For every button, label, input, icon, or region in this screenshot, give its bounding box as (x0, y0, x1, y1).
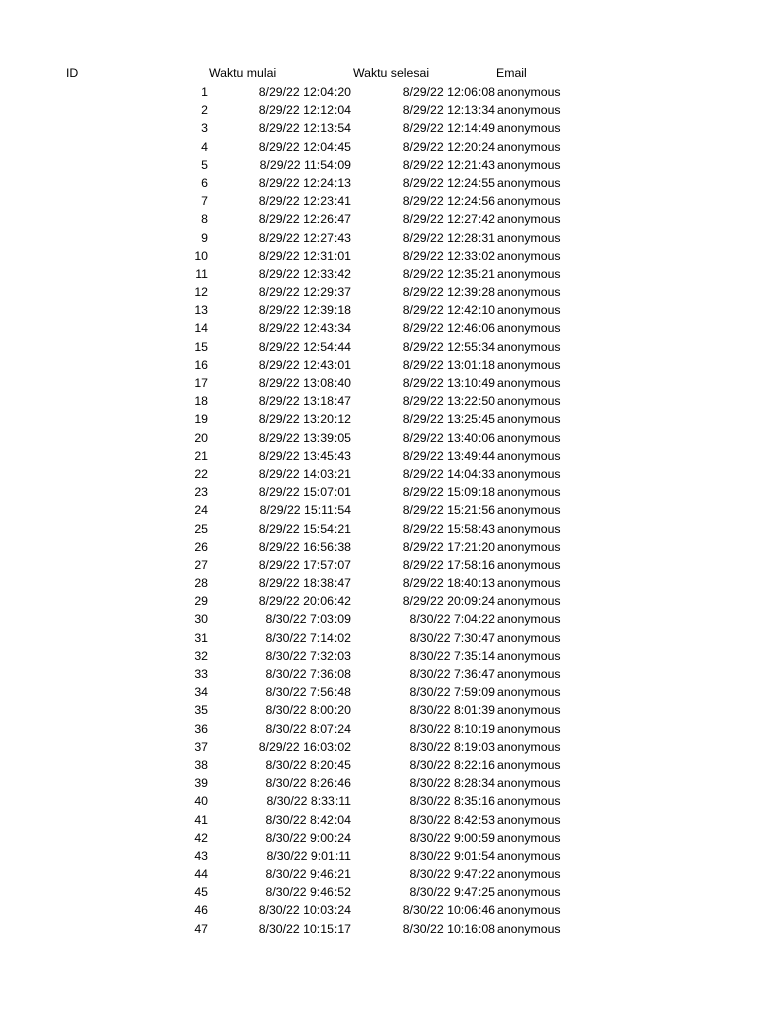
cell-start-time: 8/29/22 13:45:43 (258, 448, 351, 463)
header-row (0, 64, 768, 83)
cell-email: anonymous (497, 739, 561, 754)
table-row (0, 156, 768, 174)
cell-id: 8 (201, 212, 208, 227)
cell-end-time: 8/29/22 13:01:18 (402, 357, 495, 372)
table-row (0, 592, 768, 610)
cell-end-time: 8/29/22 13:40:06 (402, 430, 495, 445)
cell-id: 46 (194, 903, 208, 918)
table-row (0, 429, 768, 447)
cell-end-time: 8/29/22 13:25:45 (402, 412, 495, 427)
cell-email: anonymous (497, 321, 561, 336)
cell-email: anonymous (497, 248, 561, 263)
cell-start-time: 8/30/22 8:33:11 (266, 794, 351, 809)
cell-start-time: 8/29/22 12:39:18 (258, 303, 351, 318)
cell-end-time: 8/30/22 8:01:39 (409, 703, 495, 718)
table-row (0, 756, 768, 774)
cell-start-time: 8/29/22 13:39:05 (258, 430, 351, 445)
cell-start-time: 8/30/22 8:00:20 (265, 703, 351, 718)
cell-start-time: 8/30/22 10:03:24 (258, 903, 351, 918)
cell-id: 41 (194, 812, 208, 827)
cell-end-time: 8/29/22 13:10:49 (402, 376, 495, 390)
cell-id: 6 (201, 175, 208, 190)
cell-id: 13 (194, 303, 208, 318)
cell-start-time: 8/29/22 12:13:54 (258, 121, 351, 136)
cell-start-time: 8/29/22 12:27:43 (258, 230, 351, 245)
cell-id: 29 (194, 594, 208, 609)
cell-start-time: 8/30/22 8:20:45 (265, 757, 351, 772)
cell-start-time: 8/29/22 17:57:07 (258, 557, 351, 572)
cell-email: anonymous (497, 594, 561, 609)
cell-start-time: 8/30/22 7:32:03 (265, 648, 351, 663)
cell-start-time: 8/29/22 12:04:45 (258, 139, 351, 154)
cell-end-time: 8/30/22 7:59:09 (409, 685, 495, 700)
cell-start-time: 8/30/22 8:42:04 (265, 812, 351, 827)
cell-email: anonymous (497, 430, 561, 445)
cell-email: anonymous (497, 776, 561, 791)
table-row (0, 301, 768, 319)
cell-end-time: 8/29/22 12:24:56 (402, 194, 495, 209)
cell-id: 27 (194, 557, 208, 572)
table-row (0, 319, 768, 337)
table-row (0, 410, 768, 428)
cell-end-time: 8/29/22 13:22:50 (402, 394, 495, 409)
cell-email: anonymous (497, 721, 561, 736)
cell-email: anonymous (497, 85, 561, 99)
cell-id: 2 (201, 103, 208, 118)
cell-end-time: 8/29/22 12:27:42 (402, 212, 495, 227)
cell-start-time: 8/29/22 12:31:01 (258, 248, 351, 263)
cell-start-time: 8/29/22 18:38:47 (258, 576, 351, 591)
cell-email: anonymous (497, 266, 561, 281)
cell-email: anonymous (497, 157, 561, 172)
cell-id: 35 (194, 703, 208, 718)
cell-end-time: 8/29/22 12:55:34 (402, 339, 495, 354)
cell-id: 9 (201, 230, 208, 245)
cell-start-time: 8/30/22 9:46:21 (265, 867, 351, 882)
cell-email: anonymous (497, 867, 561, 882)
cell-id: 25 (194, 521, 208, 536)
cell-start-time: 8/29/22 15:07:01 (258, 485, 351, 500)
table-row (0, 174, 768, 192)
cell-email: anonymous (497, 503, 561, 518)
cell-start-time: 8/30/22 9:00:24 (265, 830, 351, 845)
cell-end-time: 8/29/22 12:35:21 (402, 266, 495, 281)
cell-start-time: 8/29/22 12:54:44 (258, 339, 351, 354)
cell-end-time: 8/30/22 10:06:46 (402, 903, 495, 918)
cell-email: anonymous (497, 230, 561, 245)
cell-end-time: 8/29/22 12:28:31 (402, 230, 495, 245)
cell-id: 5 (201, 157, 208, 172)
cell-email: anonymous (497, 521, 561, 536)
cell-end-time: 8/30/22 10:16:08 (402, 921, 495, 936)
table-row (0, 229, 768, 247)
cell-end-time: 8/29/22 12:06:08 (402, 85, 495, 99)
cell-id: 37 (194, 739, 208, 754)
cell-email: anonymous (497, 339, 561, 354)
cell-id: 22 (194, 466, 208, 481)
cell-email: anonymous (497, 612, 561, 627)
cell-end-time: 8/29/22 12:20:24 (402, 139, 495, 154)
cell-end-time: 8/29/22 12:14:49 (402, 121, 495, 136)
table-row (0, 901, 768, 919)
table-row (0, 483, 768, 501)
cell-email: anonymous (497, 576, 561, 591)
cell-email: anonymous (497, 830, 561, 845)
table-row (0, 210, 768, 228)
cell-id: 47 (194, 921, 208, 936)
cell-email: anonymous (497, 885, 561, 900)
cell-id: 44 (194, 867, 208, 882)
cell-email: anonymous (497, 121, 561, 136)
table-row (0, 774, 768, 792)
table-row (0, 701, 768, 719)
cell-start-time: 8/29/22 13:08:40 (258, 376, 351, 390)
cell-start-time: 8/29/22 12:12:04 (258, 103, 351, 118)
cell-email: anonymous (497, 903, 561, 918)
cell-end-time: 8/30/22 9:01:54 (409, 848, 495, 863)
cell-email: anonymous (497, 557, 561, 572)
cell-end-time: 8/29/22 15:09:18 (402, 485, 495, 500)
header-end-time: Waktu selesai (353, 66, 430, 80)
cell-end-time: 8/29/22 12:46:06 (402, 321, 495, 336)
cell-end-time: 8/30/22 8:19:03 (409, 739, 495, 754)
table-row (0, 738, 768, 756)
table-row (0, 138, 768, 156)
cell-end-time: 8/30/22 8:42:53 (409, 812, 495, 827)
cell-id: 26 (194, 539, 208, 554)
table-row (0, 265, 768, 283)
table-row (0, 920, 768, 938)
cell-start-time: 8/29/22 20:06:42 (258, 594, 351, 609)
cell-id: 38 (194, 757, 208, 772)
cell-start-time: 8/29/22 12:23:41 (258, 194, 351, 209)
cell-id: 28 (194, 576, 208, 591)
table-row (0, 501, 768, 519)
cell-start-time: 8/29/22 12:33:42 (258, 266, 351, 281)
cell-end-time: 8/29/22 12:33:02 (402, 248, 495, 263)
cell-end-time: 8/30/22 9:00:59 (409, 830, 495, 845)
cell-start-time: 8/29/22 15:11:54 (259, 503, 351, 518)
cell-email: anonymous (497, 703, 561, 718)
cell-start-time: 8/30/22 7:56:48 (265, 685, 351, 700)
cell-start-time: 8/29/22 15:54:21 (258, 521, 351, 536)
cell-start-time: 8/29/22 12:26:47 (258, 212, 351, 227)
cell-email: anonymous (497, 303, 561, 318)
table-row (0, 119, 768, 137)
cell-email: anonymous (497, 412, 561, 427)
spreadsheet-table (0, 64, 768, 938)
cell-email: anonymous (497, 357, 561, 372)
table-row (0, 683, 768, 701)
cell-email: anonymous (497, 757, 561, 772)
cell-id: 11 (195, 266, 208, 281)
cell-email: anonymous (497, 685, 561, 700)
cell-start-time: 8/29/22 12:24:13 (258, 175, 351, 190)
cell-end-time: 8/29/22 14:04:33 (402, 466, 495, 481)
cell-id: 24 (194, 503, 208, 518)
cell-email: anonymous (497, 376, 561, 390)
cell-start-time: 8/29/22 14:03:21 (258, 466, 351, 481)
cell-id: 39 (194, 776, 208, 791)
cell-end-time: 8/30/22 8:35:16 (409, 794, 495, 809)
cell-end-time: 8/29/22 12:21:43 (402, 157, 495, 172)
table-row (0, 847, 768, 865)
cell-email: anonymous (497, 921, 561, 936)
table-row (0, 665, 768, 683)
cell-id: 31 (194, 630, 208, 645)
cell-email: anonymous (497, 630, 561, 645)
cell-end-time: 8/29/22 15:58:43 (402, 521, 495, 536)
cell-email: anonymous (497, 848, 561, 863)
cell-id: 45 (194, 885, 208, 900)
cell-start-time: 8/30/22 7:36:08 (265, 667, 351, 681)
cell-id: 40 (194, 794, 208, 809)
table-row (0, 629, 768, 647)
cell-id: 14 (194, 321, 208, 336)
cell-id: 19 (194, 412, 208, 427)
cell-start-time: 8/30/22 8:07:24 (265, 721, 351, 736)
cell-start-time: 8/29/22 12:43:01 (258, 357, 351, 372)
cell-id: 10 (194, 248, 208, 263)
cell-end-time: 8/29/22 17:58:16 (402, 557, 495, 572)
cell-id: 7 (201, 194, 208, 209)
cell-end-time: 8/30/22 8:22:16 (409, 757, 495, 772)
header-start-time: Waktu mulai (209, 66, 277, 80)
cell-email: anonymous (497, 448, 561, 463)
cell-id: 43 (194, 848, 208, 863)
table-row (0, 538, 768, 556)
cell-start-time: 8/29/22 13:18:47 (258, 394, 351, 409)
table-row (0, 447, 768, 465)
cell-start-time: 8/29/22 12:04:20 (258, 85, 351, 99)
cell-start-time: 8/30/22 8:26:46 (265, 776, 351, 791)
table-row (0, 647, 768, 665)
cell-start-time: 8/29/22 12:43:34 (258, 321, 351, 336)
cell-id: 33 (194, 667, 208, 681)
cell-start-time: 8/30/22 7:14:02 (265, 630, 351, 645)
table-row (0, 865, 768, 883)
cell-email: anonymous (497, 667, 561, 681)
table-body (0, 83, 768, 938)
cell-email: anonymous (497, 394, 561, 409)
table-row (0, 283, 768, 301)
table-row (0, 83, 768, 101)
cell-id: 30 (194, 612, 208, 627)
cell-id: 15 (194, 339, 208, 354)
cell-start-time: 8/29/22 16:56:38 (258, 539, 351, 554)
cell-end-time: 8/30/22 8:10:19 (409, 721, 495, 736)
table-row (0, 392, 768, 410)
table-row (0, 338, 768, 356)
table-row (0, 465, 768, 483)
cell-id: 3 (201, 121, 208, 136)
cell-end-time: 8/29/22 12:24:55 (402, 175, 495, 190)
cell-id: 20 (194, 430, 208, 445)
cell-id: 12 (194, 285, 208, 300)
cell-id: 1 (201, 85, 208, 99)
cell-end-time: 8/29/22 15:21:56 (402, 503, 495, 518)
cell-email: anonymous (497, 175, 561, 190)
cell-end-time: 8/29/22 20:09:24 (402, 594, 495, 609)
table-row (0, 520, 768, 538)
cell-id: 23 (194, 485, 208, 500)
cell-end-time: 8/29/22 18:40:13 (402, 576, 495, 591)
cell-email: anonymous (497, 139, 561, 154)
cell-email: anonymous (497, 212, 561, 227)
cell-end-time: 8/29/22 12:39:28 (402, 285, 495, 300)
table-row (0, 792, 768, 810)
cell-email: anonymous (497, 648, 561, 663)
table-row (0, 829, 768, 847)
cell-id: 32 (194, 648, 208, 663)
cell-id: 42 (194, 830, 208, 845)
table-row (0, 247, 768, 265)
cell-end-time: 8/29/22 13:49:44 (402, 448, 495, 463)
table-row (0, 720, 768, 738)
table-row (0, 574, 768, 592)
cell-end-time: 8/29/22 12:13:34 (402, 103, 495, 118)
cell-email: anonymous (497, 466, 561, 481)
cell-id: 16 (194, 357, 208, 372)
cell-id: 21 (194, 448, 208, 463)
cell-email: anonymous (497, 285, 561, 300)
cell-start-time: 8/30/22 9:46:52 (265, 885, 351, 900)
table-row (0, 556, 768, 574)
cell-start-time: 8/29/22 16:03:02 (258, 739, 351, 754)
cell-email: anonymous (497, 485, 561, 500)
cell-start-time: 8/30/22 10:15:17 (258, 921, 351, 936)
cell-start-time: 8/29/22 11:54:09 (259, 157, 351, 172)
cell-email: anonymous (497, 194, 561, 209)
cell-start-time: 8/29/22 12:29:37 (258, 285, 351, 300)
header-id: ID (66, 66, 79, 80)
cell-id: 17 (194, 376, 208, 390)
cell-end-time: 8/30/22 7:30:47 (409, 630, 495, 645)
cell-end-time: 8/30/22 7:35:14 (409, 648, 495, 663)
table-row (0, 883, 768, 901)
cell-id: 4 (201, 139, 208, 154)
cell-email: anonymous (497, 539, 561, 554)
cell-start-time: 8/30/22 9:01:11 (266, 848, 351, 863)
table-row (0, 610, 768, 628)
cell-end-time: 8/30/22 8:28:34 (409, 776, 495, 791)
cell-end-time: 8/29/22 17:21:20 (402, 539, 495, 554)
cell-end-time: 8/30/22 7:36:47 (409, 667, 495, 681)
cell-id: 18 (194, 394, 208, 409)
cell-id: 34 (194, 685, 208, 700)
cell-email: anonymous (497, 812, 561, 827)
cell-email: anonymous (497, 103, 561, 118)
cell-end-time: 8/30/22 9:47:22 (409, 867, 495, 882)
cell-end-time: 8/30/22 7:04:22 (409, 612, 495, 627)
cell-end-time: 8/30/22 9:47:25 (409, 885, 495, 900)
table-row (0, 356, 768, 374)
table-row (0, 192, 768, 210)
cell-start-time: 8/30/22 7:03:09 (265, 612, 351, 627)
table-row (0, 101, 768, 119)
cell-email: anonymous (497, 794, 561, 809)
cell-start-time: 8/29/22 13:20:12 (258, 412, 351, 427)
cell-end-time: 8/29/22 12:42:10 (402, 303, 495, 318)
table-row (0, 811, 768, 829)
header-email: Email (496, 66, 527, 80)
table-row (0, 374, 768, 392)
cell-id: 36 (194, 721, 208, 736)
